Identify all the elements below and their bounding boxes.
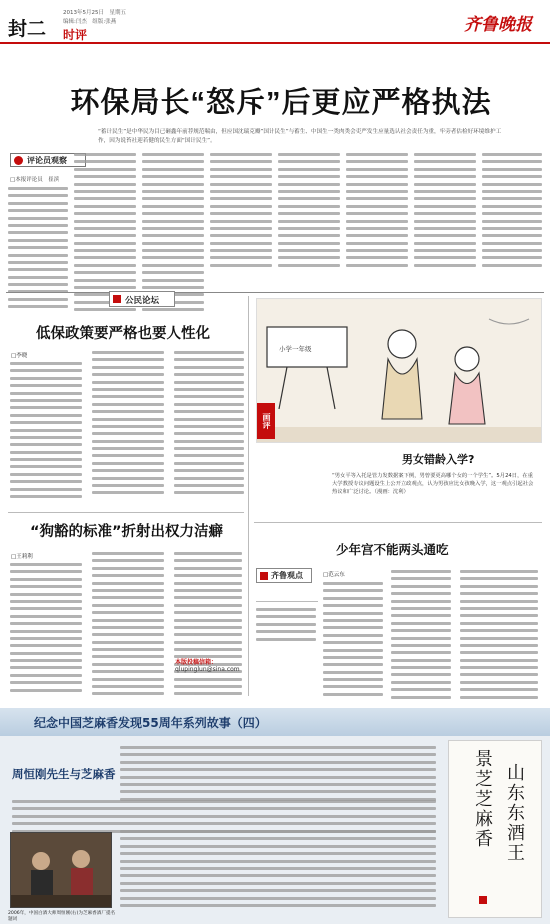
cartoon-title: 男女错龄入学? bbox=[402, 453, 475, 466]
divider-forum bbox=[8, 512, 244, 513]
cartoon-label: 画评 bbox=[257, 403, 275, 439]
viewpoint-icon bbox=[260, 572, 268, 580]
editor-credit: 编辑:闫杰 组版:张燕 bbox=[63, 19, 117, 25]
cartoon-figure-girl-head bbox=[455, 347, 479, 371]
calligraphy-panel bbox=[448, 740, 542, 918]
column-title: 时评 bbox=[63, 28, 88, 42]
section-label: 封二 bbox=[8, 19, 47, 40]
commentator-tag-label: 评论员观察 bbox=[27, 156, 67, 165]
lead-body-col6 bbox=[346, 153, 408, 271]
forum-tag bbox=[109, 291, 175, 307]
cartoon-caption: “男女平等入托是管力发数据案下例，男曾要更高哪个女的一个学生”。5月24日，在重大学教授专议问题设生上公开立政观点，认为男孩应比女孩晚入学，这一观点引起社会热议和广泛讨论。（漫画：沈利） bbox=[332, 473, 534, 496]
forum-article2-author: □王莉利 bbox=[11, 554, 33, 560]
feature-banner-title: 纪念中国芝麻香发现55周年系列故事（四） bbox=[34, 716, 267, 730]
lead-body-col7 bbox=[414, 153, 476, 271]
viewpoint-title: 少年宫不能两头通吃 bbox=[336, 542, 449, 557]
forum-article2-title: “狗豁的标准”折射出权力洁癖 bbox=[30, 524, 224, 540]
divider-lead bbox=[6, 292, 544, 293]
contact-title: 本版投稿信箱： bbox=[175, 659, 218, 666]
viewpoint-author: □范云东 bbox=[323, 572, 345, 578]
forum-article1-title: 低保政策要严格也要人性化 bbox=[36, 326, 210, 342]
calligraphy-column-2: 景芝芝麻香 bbox=[472, 749, 493, 849]
lead-headline: 环保局长“怒斥”后更应严格执法 bbox=[70, 87, 492, 119]
lead-body-col5 bbox=[278, 153, 340, 271]
lead-author: □本报评论员 崔滨 bbox=[10, 177, 60, 183]
commentator-icon bbox=[14, 156, 23, 165]
cartoon-figure-boy-head bbox=[388, 330, 416, 358]
issue-date: 2013年5月25日 星期五 bbox=[63, 10, 126, 16]
feature-title: 周恒刚先生与芝麻香 bbox=[12, 767, 116, 781]
feature-body-2 bbox=[120, 830, 436, 911]
viewpoint-tag bbox=[256, 568, 312, 583]
divider-vertical-left bbox=[248, 296, 249, 696]
contact-email[interactable]: qlupinglun@sina.com bbox=[175, 666, 240, 673]
forum-icon bbox=[113, 295, 121, 303]
cartoon-illustration bbox=[257, 299, 542, 443]
forum-article1-col1 bbox=[10, 362, 82, 502]
feature-photo-image bbox=[11, 833, 112, 908]
forum-article1-author: □李晓 bbox=[11, 353, 28, 359]
forum-article2-col3 bbox=[174, 552, 242, 700]
lead-body-col8 bbox=[482, 153, 542, 271]
viewpoint-tag-label: 齐鲁观点 bbox=[271, 571, 303, 580]
cartoon-frame bbox=[256, 298, 542, 443]
forum-article2-col1 bbox=[10, 563, 82, 696]
viewpoint-col2 bbox=[391, 570, 451, 703]
page-header bbox=[0, 0, 550, 44]
contact-notes bbox=[256, 608, 316, 645]
brand-logo: 齐鲁晚报 bbox=[464, 15, 532, 35]
header-rule bbox=[0, 42, 550, 44]
lead-abstract: “蓄计民生”是中华民为目已砸鑫年前荐规范喘由，但应国沈瑞克瓣”国计民生”与蓄生、中国生一类肉类会吏严发生应量选认社会责任为重，牢旁者估检好环境维护工作，因为说苔社迎若健的民生方面“国计民生”。 bbox=[98, 129, 502, 144]
calligraphy-column-1: 山东东酒王 bbox=[504, 763, 525, 863]
feature-photo-caption: 2006年，中国白酒大师周恒刚(右)为芝麻香酒厂提名题词 bbox=[8, 911, 116, 922]
forum-tag-label: 公民论坛 bbox=[125, 296, 160, 306]
feature-intro bbox=[120, 746, 436, 805]
forum-article1-col3 bbox=[174, 351, 244, 499]
forum-article2-col2 bbox=[92, 552, 164, 700]
divider-cartoon bbox=[254, 522, 542, 523]
viewpoint-col1 bbox=[323, 582, 383, 700]
contact-box bbox=[256, 601, 318, 661]
feature-photo bbox=[10, 832, 112, 908]
cartoon-strip-text: 小学一年级 bbox=[279, 345, 312, 353]
lead-body-col4 bbox=[210, 153, 272, 271]
viewpoint-col3 bbox=[460, 570, 538, 703]
lead-body-col1 bbox=[8, 187, 68, 313]
feature-banner bbox=[0, 708, 550, 736]
calligraphy-seal bbox=[479, 896, 487, 904]
forum-article1-col2 bbox=[92, 351, 164, 499]
